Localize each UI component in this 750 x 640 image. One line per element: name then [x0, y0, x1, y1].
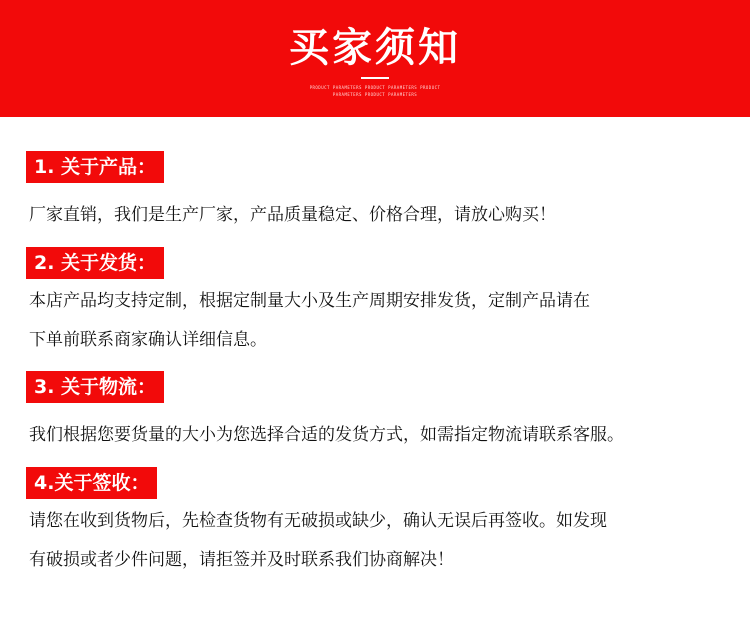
- section-text-shipping-line-1: 本店产品均支持定制，根据定制量大小及生产周期安排发货，定制产品请在: [29, 291, 590, 311]
- page-title: 买家须知: [289, 25, 461, 71]
- section-text-receipt-line-1: 请您在收到货物后，先检查货物有无破损或缺少，确认无误后再签收。如发现: [29, 511, 607, 531]
- section-text-logistics-line-1: 我们根据您要货量的大小为您选择合适的发货方式，如需指定物流请联系客服。: [29, 425, 624, 445]
- section-text-product-line-1: 厂家直销，我们是生产厂家，产品质量稳定、价格合理，请放心购买！: [29, 205, 556, 225]
- section-heading-logistics: 3. 关于物流：: [26, 371, 164, 403]
- section-heading-receipt: 4.关于签收：: [26, 467, 157, 499]
- section-heading-product: 1. 关于产品：: [26, 151, 164, 183]
- section-heading-shipping: 2. 关于发货：: [26, 247, 164, 279]
- header-banner: [0, 0, 750, 117]
- banner-subtitle-line-2: PARAMETERS PRODUCT PARAMETERS: [332, 92, 418, 97]
- title-underline: [361, 77, 389, 79]
- section-text-shipping-line-2: 下单前联系商家确认详细信息。: [29, 330, 267, 350]
- banner-subtitle-line-1: PRODUCT PARAMETERS PRODUCT PARAMETERS PRODUCT: [309, 85, 441, 90]
- section-text-receipt-line-2: 有破损或者少件问题，请拒签并及时联系我们协商解决！: [29, 550, 454, 570]
